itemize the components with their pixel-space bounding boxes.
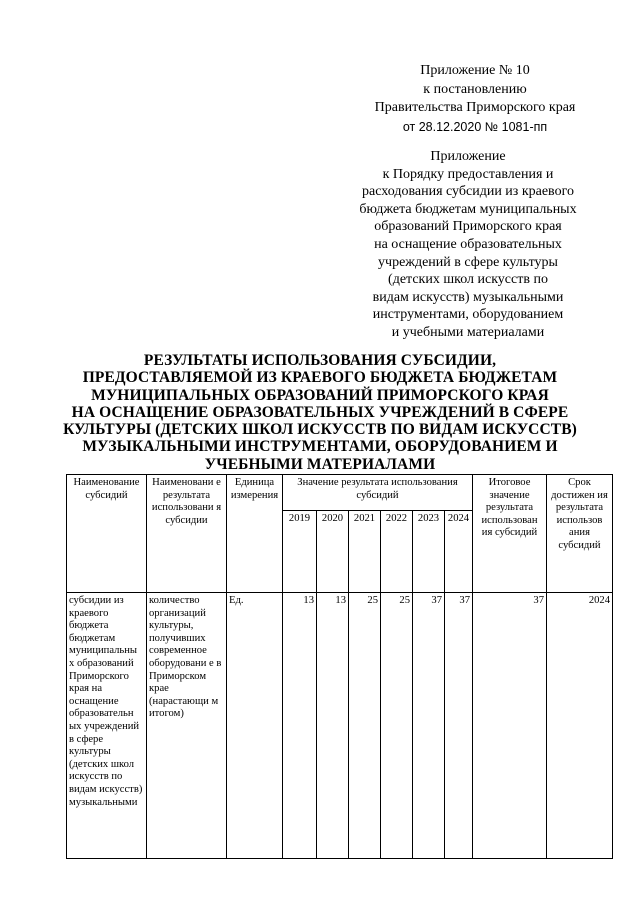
title-line: КУЛЬТУРЫ (ДЕТСКИХ ШКОЛ ИСКУССТВ ПО ВИДАМ ИСКУССТВ) bbox=[63, 421, 577, 439]
header-year: 2024 bbox=[445, 511, 473, 593]
appendix-sub-line: и учебными материалами bbox=[391, 324, 545, 340]
appendix-sub-line: бюджета бюджетам муниципальных bbox=[359, 201, 577, 217]
cell-final-value: 37 bbox=[473, 593, 547, 859]
table-row bbox=[67, 593, 613, 859]
header-year: 2023 bbox=[413, 511, 445, 593]
cell-value-2023: 37 bbox=[413, 593, 445, 859]
title-line: МУЗЫКАЛЬНЫМИ ИНСТРУМЕНТАМИ, ОБОРУДОВАНИЕМ И bbox=[82, 438, 558, 456]
appendix-sub-line: инструментами, оборудованием bbox=[372, 307, 564, 323]
header-year: 2019 bbox=[283, 511, 317, 593]
cell-value-2020: 13 bbox=[317, 593, 349, 859]
appendix-sub-line: расходования субсидии из краевого bbox=[362, 184, 574, 200]
title-line: УЧЕБНЫМИ МАТЕРИАЛАМИ bbox=[204, 455, 436, 473]
appendix-main-block bbox=[340, 62, 610, 136]
title-line: НА ОСНАЩЕНИЕ ОБРАЗОВАТЕЛЬНЫХ УЧРЕЖДЕНИЙ В СФЕРЕ bbox=[71, 403, 569, 421]
cell-result-name: количество организаций культуры, получивших современное оборудовани е в Приморском крае (нарастающи м итогом) bbox=[147, 593, 227, 859]
results-table bbox=[66, 474, 613, 859]
header-result-name: Наименовани е результата использовани я субсидии bbox=[147, 475, 227, 593]
appendix-ref: к постановлению bbox=[423, 81, 527, 97]
appendix-sub-line: образований Приморского края bbox=[374, 219, 562, 235]
title-line: РЕЗУЛЬТАТЫ ИСПОЛЬЗОВАНИЯ СУБСИДИИ, bbox=[143, 352, 497, 369]
document-title bbox=[40, 352, 600, 473]
appendix-authority: Правительства Приморского края bbox=[374, 100, 576, 115]
cell-value-2024: 37 bbox=[445, 593, 473, 859]
header-final-value: Итоговое значение результата использован ия субсидий bbox=[473, 475, 547, 593]
header-deadline: Срок достижен ия результата использов ания субсидий bbox=[547, 475, 613, 593]
header-year: 2022 bbox=[381, 511, 413, 593]
title-line: ПРЕДОСТАВЛЯЕМОЙ ИЗ КРАЕВОГО БЮДЖЕТА БЮДЖЕТАМ bbox=[82, 369, 558, 387]
cell-value-2021: 25 bbox=[349, 593, 381, 859]
appendix-sub-block bbox=[318, 148, 618, 342]
appendix-sub-line: на оснащение образовательных bbox=[374, 236, 562, 252]
cell-unit: Ед. bbox=[227, 593, 283, 859]
appendix-sub-line: (детских школ искусств по bbox=[388, 272, 548, 288]
title-line: МУНИЦИПАЛЬНЫХ ОБРАЗОВАНИЙ ПРИМОРСКОГО КРАЯ bbox=[91, 386, 549, 404]
appendix-number: Приложение № 10 bbox=[420, 63, 530, 78]
appendix-sub-line: учреждений в сфере культуры bbox=[378, 254, 558, 270]
appendix-sub-line: к Порядку предоставления и bbox=[382, 166, 554, 182]
cell-subsidy-name: субсидии из краевого бюджета бюджетам муниципальны х образований Приморского края на оснащение образовательн ых учреждений в сфере культуры (детских школ искусств по видам искусств) музыкальными bbox=[67, 593, 147, 859]
header-subsidy-name: Наименование субсидий bbox=[67, 475, 147, 593]
header-year: 2021 bbox=[349, 511, 381, 593]
header-unit: Единица измерения bbox=[227, 475, 283, 593]
appendix-sub-line: видам искусств) музыкальными bbox=[372, 289, 564, 305]
cell-deadline: 2024 bbox=[547, 593, 613, 859]
cell-value-2022: 25 bbox=[381, 593, 413, 859]
appendix-date-number: от 28.12.2020 № 1081-пп bbox=[402, 119, 548, 134]
header-year: 2020 bbox=[317, 511, 349, 593]
header-values-group: Значение результата использования субсидий bbox=[283, 475, 473, 511]
cell-value-2019: 13 bbox=[283, 593, 317, 859]
appendix-sub-line: Приложение bbox=[430, 149, 506, 164]
